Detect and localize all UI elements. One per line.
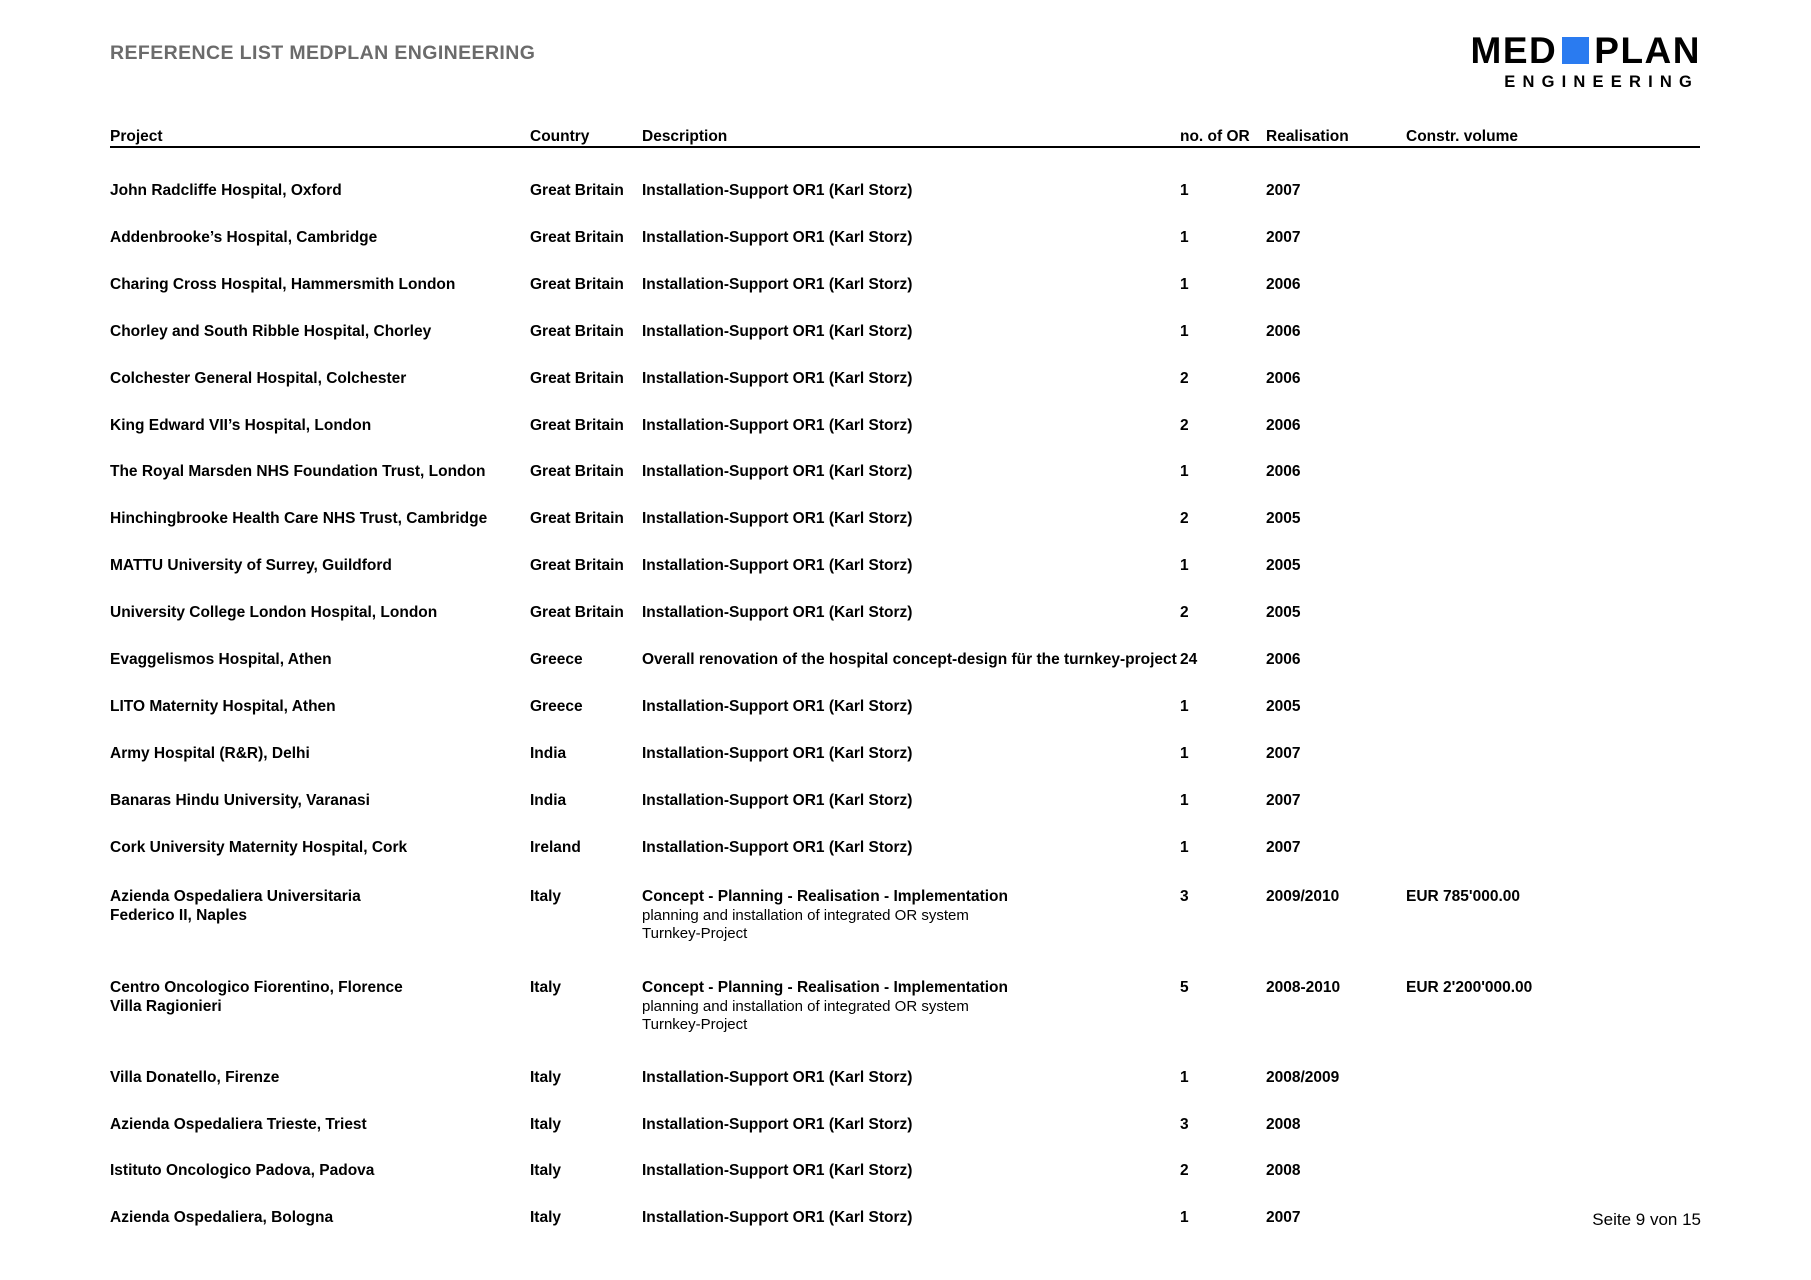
cell-realisation: 2008 xyxy=(1266,1162,1301,1180)
column-header-constr-volume: Constr. volume xyxy=(1406,128,1700,147)
description-main: Installation-Support OR1 (Karl Storz) xyxy=(642,1068,913,1086)
cell-constr-volume xyxy=(1406,403,1700,450)
table-row xyxy=(110,215,1700,262)
cell-country: Great Britain xyxy=(530,228,624,246)
project-name: Villa Donatello, Firenze xyxy=(110,1068,280,1086)
cell-realisation: 2007 xyxy=(1266,1209,1301,1227)
column-header-realisation: Realisation xyxy=(1266,128,1406,147)
table-row xyxy=(110,825,1700,872)
cell-project xyxy=(110,543,530,590)
logo-word-plan: PLAN xyxy=(1594,30,1701,71)
description-main: Installation-Support OR1 (Karl Storz) xyxy=(642,1115,913,1133)
cell-project xyxy=(110,356,530,403)
logo-blue-square-icon xyxy=(1562,37,1589,64)
reference-table-container xyxy=(110,128,1700,1242)
table-row xyxy=(110,449,1700,496)
project-name: Azienda Ospedaliera Trieste, Triest xyxy=(110,1115,367,1133)
cell-constr-volume xyxy=(1406,731,1700,778)
description-main: Installation-Support OR1 (Karl Storz) xyxy=(642,510,913,528)
cell-project xyxy=(110,963,530,1055)
cell-project xyxy=(110,872,530,964)
header-rule-cell xyxy=(110,147,1700,168)
description-main: Installation-Support OR1 (Karl Storz) xyxy=(642,228,913,246)
cell-country: Italy xyxy=(530,1162,562,1180)
table-row xyxy=(110,1195,1700,1242)
project-name: Banaras Hindu University, Varanasi xyxy=(110,791,370,809)
cell-no-of-or: 1 xyxy=(1180,322,1189,340)
table-row xyxy=(110,778,1700,825)
description-main: Overall renovation of the hospital concept-design für the turnkey-project xyxy=(642,651,1177,669)
cell-no-of-or: 5 xyxy=(1180,979,1189,997)
cell-no-of-or: 1 xyxy=(1180,1209,1189,1227)
cell-constr-volume xyxy=(1406,168,1700,215)
cell-constr-volume: EUR 2'200'000.00 xyxy=(1406,979,1533,997)
description-main: Installation-Support OR1 (Karl Storz) xyxy=(642,1162,913,1180)
cell-description xyxy=(642,825,1180,872)
table-row xyxy=(110,1055,1700,1102)
project-name: University College London Hospital, London xyxy=(110,604,438,622)
cell-no-of-or: 2 xyxy=(1180,510,1189,528)
cell-description xyxy=(642,1195,1180,1242)
cell-realisation: 2006 xyxy=(1266,322,1301,340)
cell-no-of-or: 1 xyxy=(1180,1068,1189,1086)
cell-description xyxy=(642,262,1180,309)
cell-description xyxy=(642,778,1180,825)
cell-country: Italy xyxy=(530,1068,562,1086)
cell-project xyxy=(110,449,530,496)
cell-project xyxy=(110,825,530,872)
cell-project xyxy=(110,590,530,637)
cell-constr-volume xyxy=(1406,543,1700,590)
cell-description xyxy=(642,731,1180,778)
cell-no-of-or: 2 xyxy=(1180,1162,1189,1180)
column-header-description: Description xyxy=(642,128,1180,147)
description-main: Installation-Support OR1 (Karl Storz) xyxy=(642,416,913,434)
cell-project xyxy=(110,403,530,450)
cell-realisation: 2006 xyxy=(1266,651,1301,669)
description-main: Installation-Support OR1 (Karl Storz) xyxy=(642,275,913,293)
cell-description xyxy=(642,215,1180,262)
project-name: The Royal Marsden NHS Foundation Trust, London xyxy=(110,463,486,481)
cell-description xyxy=(642,872,1180,964)
cell-realisation: 2006 xyxy=(1266,369,1301,387)
cell-project xyxy=(110,496,530,543)
medplan-logo xyxy=(1471,32,1701,91)
cell-realisation: 2005 xyxy=(1266,510,1301,528)
cell-country: Great Britain xyxy=(530,557,624,575)
project-name: Centro Oncologico Fiorentino, Florence xyxy=(110,979,403,997)
document-header xyxy=(110,30,1701,102)
cell-realisation: 2006 xyxy=(1266,463,1301,481)
cell-constr-volume xyxy=(1406,215,1700,262)
cell-project xyxy=(110,309,530,356)
cell-country: Italy xyxy=(530,979,562,997)
cell-no-of-or: 1 xyxy=(1180,182,1189,199)
cell-realisation: 2007 xyxy=(1266,228,1301,246)
cell-realisation: 2007 xyxy=(1266,838,1301,856)
table-row xyxy=(110,731,1700,778)
logo-wordmark xyxy=(1471,32,1701,69)
cell-no-of-or: 1 xyxy=(1180,228,1189,246)
project-name: Chorley and South Ribble Hospital, Chorley xyxy=(110,322,432,340)
description-sub-line-2: Turnkey-Project xyxy=(642,1016,748,1034)
cell-realisation: 2007 xyxy=(1266,182,1301,199)
description-sub-line-1: planning and installation of integrated OR system xyxy=(642,998,969,1015)
cell-description xyxy=(642,590,1180,637)
description-main: Installation-Support OR1 (Karl Storz) xyxy=(642,697,913,715)
table-row xyxy=(110,356,1700,403)
cell-no-of-or: 2 xyxy=(1180,369,1189,387)
cell-project xyxy=(110,778,530,825)
logo-subtitle: ENGINEERING xyxy=(1504,73,1699,91)
project-name: Colchester General Hospital, Colchester xyxy=(110,369,407,387)
cell-description xyxy=(642,637,1180,684)
description-main: Installation-Support OR1 (Karl Storz) xyxy=(642,182,913,199)
header-rule xyxy=(110,147,1700,168)
cell-no-of-or: 3 xyxy=(1180,1115,1189,1133)
description-main: Concept - Planning - Realisation - Implementation xyxy=(642,979,1008,997)
project-name: Cork University Maternity Hospital, Cork xyxy=(110,838,408,856)
cell-country: India xyxy=(530,791,567,809)
cell-constr-volume xyxy=(1406,496,1700,543)
table-body xyxy=(110,147,1700,1242)
cell-constr-volume xyxy=(1406,684,1700,731)
cell-constr-volume xyxy=(1406,309,1700,356)
page-title: REFERENCE LIST MEDPLAN ENGINEERING xyxy=(110,42,536,64)
cell-country: Italy xyxy=(530,1209,562,1227)
cell-country: Great Britain xyxy=(530,463,624,481)
cell-no-of-or: 3 xyxy=(1180,887,1189,905)
cell-constr-volume: EUR 785'000.00 xyxy=(1406,887,1520,905)
cell-description xyxy=(642,543,1180,590)
cell-country: Great Britain xyxy=(530,182,624,199)
cell-project xyxy=(110,684,530,731)
cell-no-of-or: 2 xyxy=(1180,416,1189,434)
table-row xyxy=(110,1148,1700,1195)
description-main: Installation-Support OR1 (Karl Storz) xyxy=(642,604,913,622)
project-name: John Radcliffe Hospital, Oxford xyxy=(110,182,342,199)
cell-description xyxy=(642,168,1180,215)
cell-constr-volume xyxy=(1406,1055,1700,1102)
description-main: Installation-Support OR1 (Karl Storz) xyxy=(642,557,913,575)
project-name: King Edward VII’s Hospital, London xyxy=(110,416,372,434)
table-row xyxy=(110,496,1700,543)
cell-description xyxy=(642,963,1180,1055)
table-row xyxy=(110,543,1700,590)
project-name: MATTU University of Surrey, Guildford xyxy=(110,557,392,575)
cell-country: Italy xyxy=(530,1115,562,1133)
cell-country: Great Britain xyxy=(530,510,624,528)
table-header xyxy=(110,128,1700,147)
cell-country: Great Britain xyxy=(530,416,624,434)
project-name: LITO Maternity Hospital, Athen xyxy=(110,697,336,715)
cell-project xyxy=(110,637,530,684)
description-sub-line-2: Turnkey-Project xyxy=(642,924,748,942)
project-name-line2: Federico II, Naples xyxy=(110,906,247,924)
table-row xyxy=(110,963,1700,1055)
cell-constr-volume xyxy=(1406,356,1700,403)
cell-country: Greece xyxy=(530,651,583,669)
cell-constr-volume xyxy=(1406,590,1700,637)
project-name: Istituto Oncologico Padova, Padova xyxy=(110,1162,375,1180)
reference-table xyxy=(110,128,1700,1242)
table-row xyxy=(110,309,1700,356)
project-name: Hinchingbrooke Health Care NHS Trust, Cambridge xyxy=(110,510,488,528)
cell-project xyxy=(110,262,530,309)
cell-project xyxy=(110,168,530,215)
cell-no-of-or: 1 xyxy=(1180,838,1189,856)
description-main: Concept - Planning - Realisation - Implementation xyxy=(642,887,1008,905)
project-name: Charing Cross Hospital, Hammersmith London xyxy=(110,275,456,293)
table-row xyxy=(110,872,1700,964)
cell-realisation: 2007 xyxy=(1266,791,1301,809)
description-main: Installation-Support OR1 (Karl Storz) xyxy=(642,369,913,387)
table-row xyxy=(110,684,1700,731)
cell-no-of-or: 1 xyxy=(1180,697,1189,715)
description-sub-line-1: planning and installation of integrated OR system xyxy=(642,906,969,924)
table-row xyxy=(110,637,1700,684)
cell-no-of-or: 1 xyxy=(1180,557,1189,575)
cell-no-of-or: 1 xyxy=(1180,791,1189,809)
cell-description xyxy=(642,1102,1180,1149)
table-row xyxy=(110,403,1700,450)
cell-project xyxy=(110,731,530,778)
cell-country: Great Britain xyxy=(530,604,624,622)
cell-description xyxy=(642,356,1180,403)
cell-constr-volume xyxy=(1406,825,1700,872)
description-main: Installation-Support OR1 (Karl Storz) xyxy=(642,744,913,762)
project-name-line2: Villa Ragionieri xyxy=(110,998,222,1015)
cell-constr-volume xyxy=(1406,637,1700,684)
column-header-no-of-or: no. of OR xyxy=(1180,128,1266,147)
cell-realisation: 2008/2009 xyxy=(1266,1068,1340,1086)
cell-country: Great Britain xyxy=(530,322,624,340)
page-number: Seite 9 von 15 xyxy=(1592,1210,1701,1229)
description-main: Installation-Support OR1 (Karl Storz) xyxy=(642,463,913,481)
table-row xyxy=(110,590,1700,637)
column-header-project: Project xyxy=(110,128,530,147)
cell-constr-volume xyxy=(1406,1148,1700,1195)
cell-country: India xyxy=(530,744,567,762)
cell-realisation: 2006 xyxy=(1266,275,1301,293)
cell-no-of-or: 1 xyxy=(1180,463,1189,481)
cell-project xyxy=(110,215,530,262)
project-name: Addenbrooke’s Hospital, Cambridge xyxy=(110,228,378,246)
cell-description xyxy=(642,1055,1180,1102)
cell-description xyxy=(642,309,1180,356)
cell-project xyxy=(110,1195,530,1242)
cell-country: Italy xyxy=(530,887,562,905)
cell-description xyxy=(642,403,1180,450)
project-name: Evaggelismos Hospital, Athen xyxy=(110,651,332,669)
cell-description xyxy=(642,1148,1180,1195)
cell-realisation: 2007 xyxy=(1266,744,1301,762)
cell-constr-volume xyxy=(1406,262,1700,309)
description-main: Installation-Support OR1 (Karl Storz) xyxy=(642,322,913,340)
cell-description xyxy=(642,496,1180,543)
description-main: Installation-Support OR1 (Karl Storz) xyxy=(642,838,913,856)
cell-no-of-or: 2 xyxy=(1180,604,1189,622)
cell-realisation: 2006 xyxy=(1266,416,1301,434)
description-main: Installation-Support OR1 (Karl Storz) xyxy=(642,1209,913,1227)
table-row xyxy=(110,168,1700,215)
cell-description xyxy=(642,449,1180,496)
cell-no-of-or: 1 xyxy=(1180,744,1189,762)
cell-realisation: 2005 xyxy=(1266,697,1301,715)
table-row xyxy=(110,1102,1700,1149)
cell-realisation: 2009/2010 xyxy=(1266,887,1340,905)
project-name: Army Hospital (R&R), Delhi xyxy=(110,744,310,762)
cell-no-of-or: 1 xyxy=(1180,275,1189,293)
cell-realisation: 2008-2010 xyxy=(1266,979,1341,997)
cell-description xyxy=(642,684,1180,731)
cell-realisation: 2005 xyxy=(1266,557,1301,575)
cell-country: Great Britain xyxy=(530,369,624,387)
cell-country: Great Britain xyxy=(530,275,624,293)
cell-country: Ireland xyxy=(530,838,581,856)
project-name: Azienda Ospedaliera Universitaria xyxy=(110,887,361,905)
logo-word-med: MED xyxy=(1470,30,1558,71)
cell-constr-volume xyxy=(1406,778,1700,825)
cell-constr-volume xyxy=(1406,449,1700,496)
cell-country: Greece xyxy=(530,697,583,715)
column-header-country: Country xyxy=(530,128,642,147)
table-row xyxy=(110,262,1700,309)
project-name: Azienda Ospedaliera, Bologna xyxy=(110,1209,334,1227)
cell-project xyxy=(110,1148,530,1195)
cell-no-of-or: 24 xyxy=(1180,651,1198,669)
table-header-row xyxy=(110,128,1700,147)
cell-realisation: 2005 xyxy=(1266,604,1301,622)
cell-project xyxy=(110,1102,530,1149)
description-main: Installation-Support OR1 (Karl Storz) xyxy=(642,791,913,809)
cell-project xyxy=(110,1055,530,1102)
cell-constr-volume xyxy=(1406,1102,1700,1149)
cell-realisation: 2008 xyxy=(1266,1115,1301,1133)
